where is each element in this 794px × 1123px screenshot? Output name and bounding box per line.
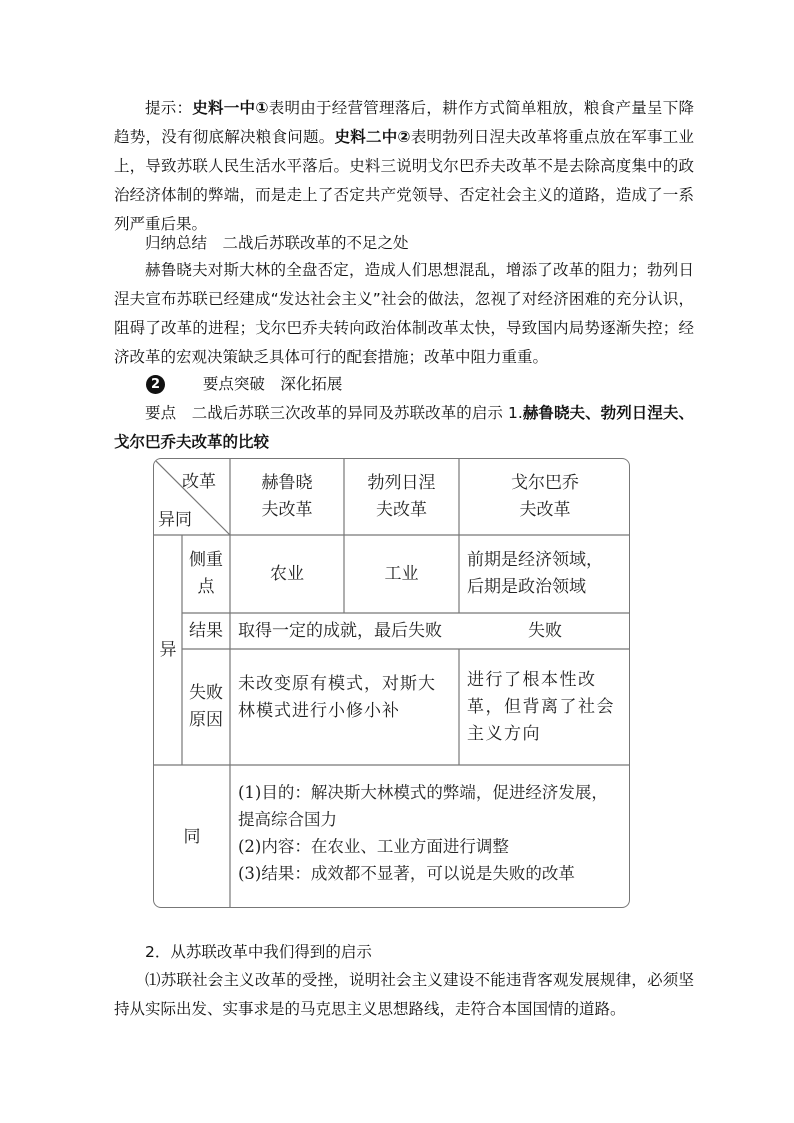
source-one-text: 表明由于经营管理落后，耕作方式简单粗放，粮食产量呈下降趋势，没有彻底解决粮食问题。 (114, 99, 694, 146)
row-focus-label: 侧重点 (189, 550, 223, 597)
source-three-ref: 史料三 (349, 157, 397, 175)
summary-heading: 归纳总结 二战后苏联改革的不足之处 (145, 234, 409, 252)
cause-khrushchev-brezhnev: 未改变原有模式，对斯大林模式进行小修小补 (238, 674, 436, 721)
source-three-text: 说明戈尔巴乔夫改革不是去除高度集中的政治经济体制的弊端，而是走上了否定共产党领导、否定社会主义的道路，造成了一系列严重后果。 (114, 157, 694, 233)
source-two-text: 表明勃列日涅夫改革将重点放在军事工业上，导致苏联人民生活水平落后。 (114, 128, 694, 175)
focus-khrushchev: 农业 (270, 563, 304, 584)
same-content-line: (2)内容：在农业、工业方面进行调整 (238, 837, 509, 856)
hint-label: 提示： (145, 99, 193, 117)
header-gorbachev: 戈尔巴乔夫改革 (511, 473, 579, 520)
cause-gorbachev: 进行了根本性改革，但背离了社会主义方向 (467, 669, 615, 744)
corner-bottom-label: 异同 (158, 510, 192, 530)
row-cause-label: 失败原因 (189, 683, 223, 730)
comparison-table (153, 458, 630, 908)
same-result: (3)结果：成效都不显著，可以说是失败的改革 (238, 864, 575, 883)
corner-top-label: 改革 (182, 472, 216, 492)
focus-gorbachev: 前期是经济领域，后期是政治领域 (467, 550, 603, 597)
header-khrushchev: 赫鲁晓夫改革 (261, 473, 313, 520)
section-header (146, 370, 726, 399)
row-result-label: 结果 (189, 620, 223, 641)
result-khrushchev-brezhnev: 取得一定的成就，最后失败 (238, 620, 442, 641)
same-content (238, 779, 624, 887)
lesson-heading: 2．从苏联改革中我们得到的启示 (145, 943, 372, 961)
point-subtitle: 赫鲁晓夫、勃列日涅夫、戈尔巴乔夫改革的比较 (114, 404, 694, 451)
source-one-ref: 史料一中① (192, 99, 269, 117)
result-gorbachev: 失败 (528, 620, 562, 641)
focus-brezhnev: 工业 (384, 563, 419, 584)
same-purpose: (1)目的：解决斯大林模式的弊端，促进经济发展，提高综合国力 (238, 783, 608, 829)
header-brezhnev: 勃列日涅夫改革 (367, 473, 436, 520)
point-intro: 要点 二战后苏联三次改革的异同及苏联改革的启示 1. (145, 404, 523, 422)
section-title: 要点突破 深化拓展 (202, 375, 343, 393)
same-label: 同 (183, 826, 201, 847)
section-number-badge: 2 (146, 375, 165, 394)
diff-label: 异 (159, 639, 177, 660)
point-paragraph (114, 399, 694, 457)
lesson-paragraph-1: ⑴苏联社会主义改革的受挫，说明社会主义建设不能违背客观发展规律，必须坚持从实际出发、实事求是的马克思主义思想路线，走符合本国国情的道路。 (114, 971, 694, 1018)
summary-body: 赫鲁晓夫对斯大林的全盘否定，造成人们思想混乱，增添了改革的阻力；勃列日涅夫宣布苏联已经建成“发达社会主义”社会的做法，忽视了对经济困难的充分认识，阻碍了改革的进程；戈尔巴乔夫转向政治体制改革太快，导致国内局势逐渐失控；经济改革的宏观决策缺乏具体可行的配套措施；改革中阻力重重。 (114, 261, 694, 366)
source-two-ref: 史料二中② (334, 128, 411, 146)
hint-paragraph (114, 94, 694, 239)
